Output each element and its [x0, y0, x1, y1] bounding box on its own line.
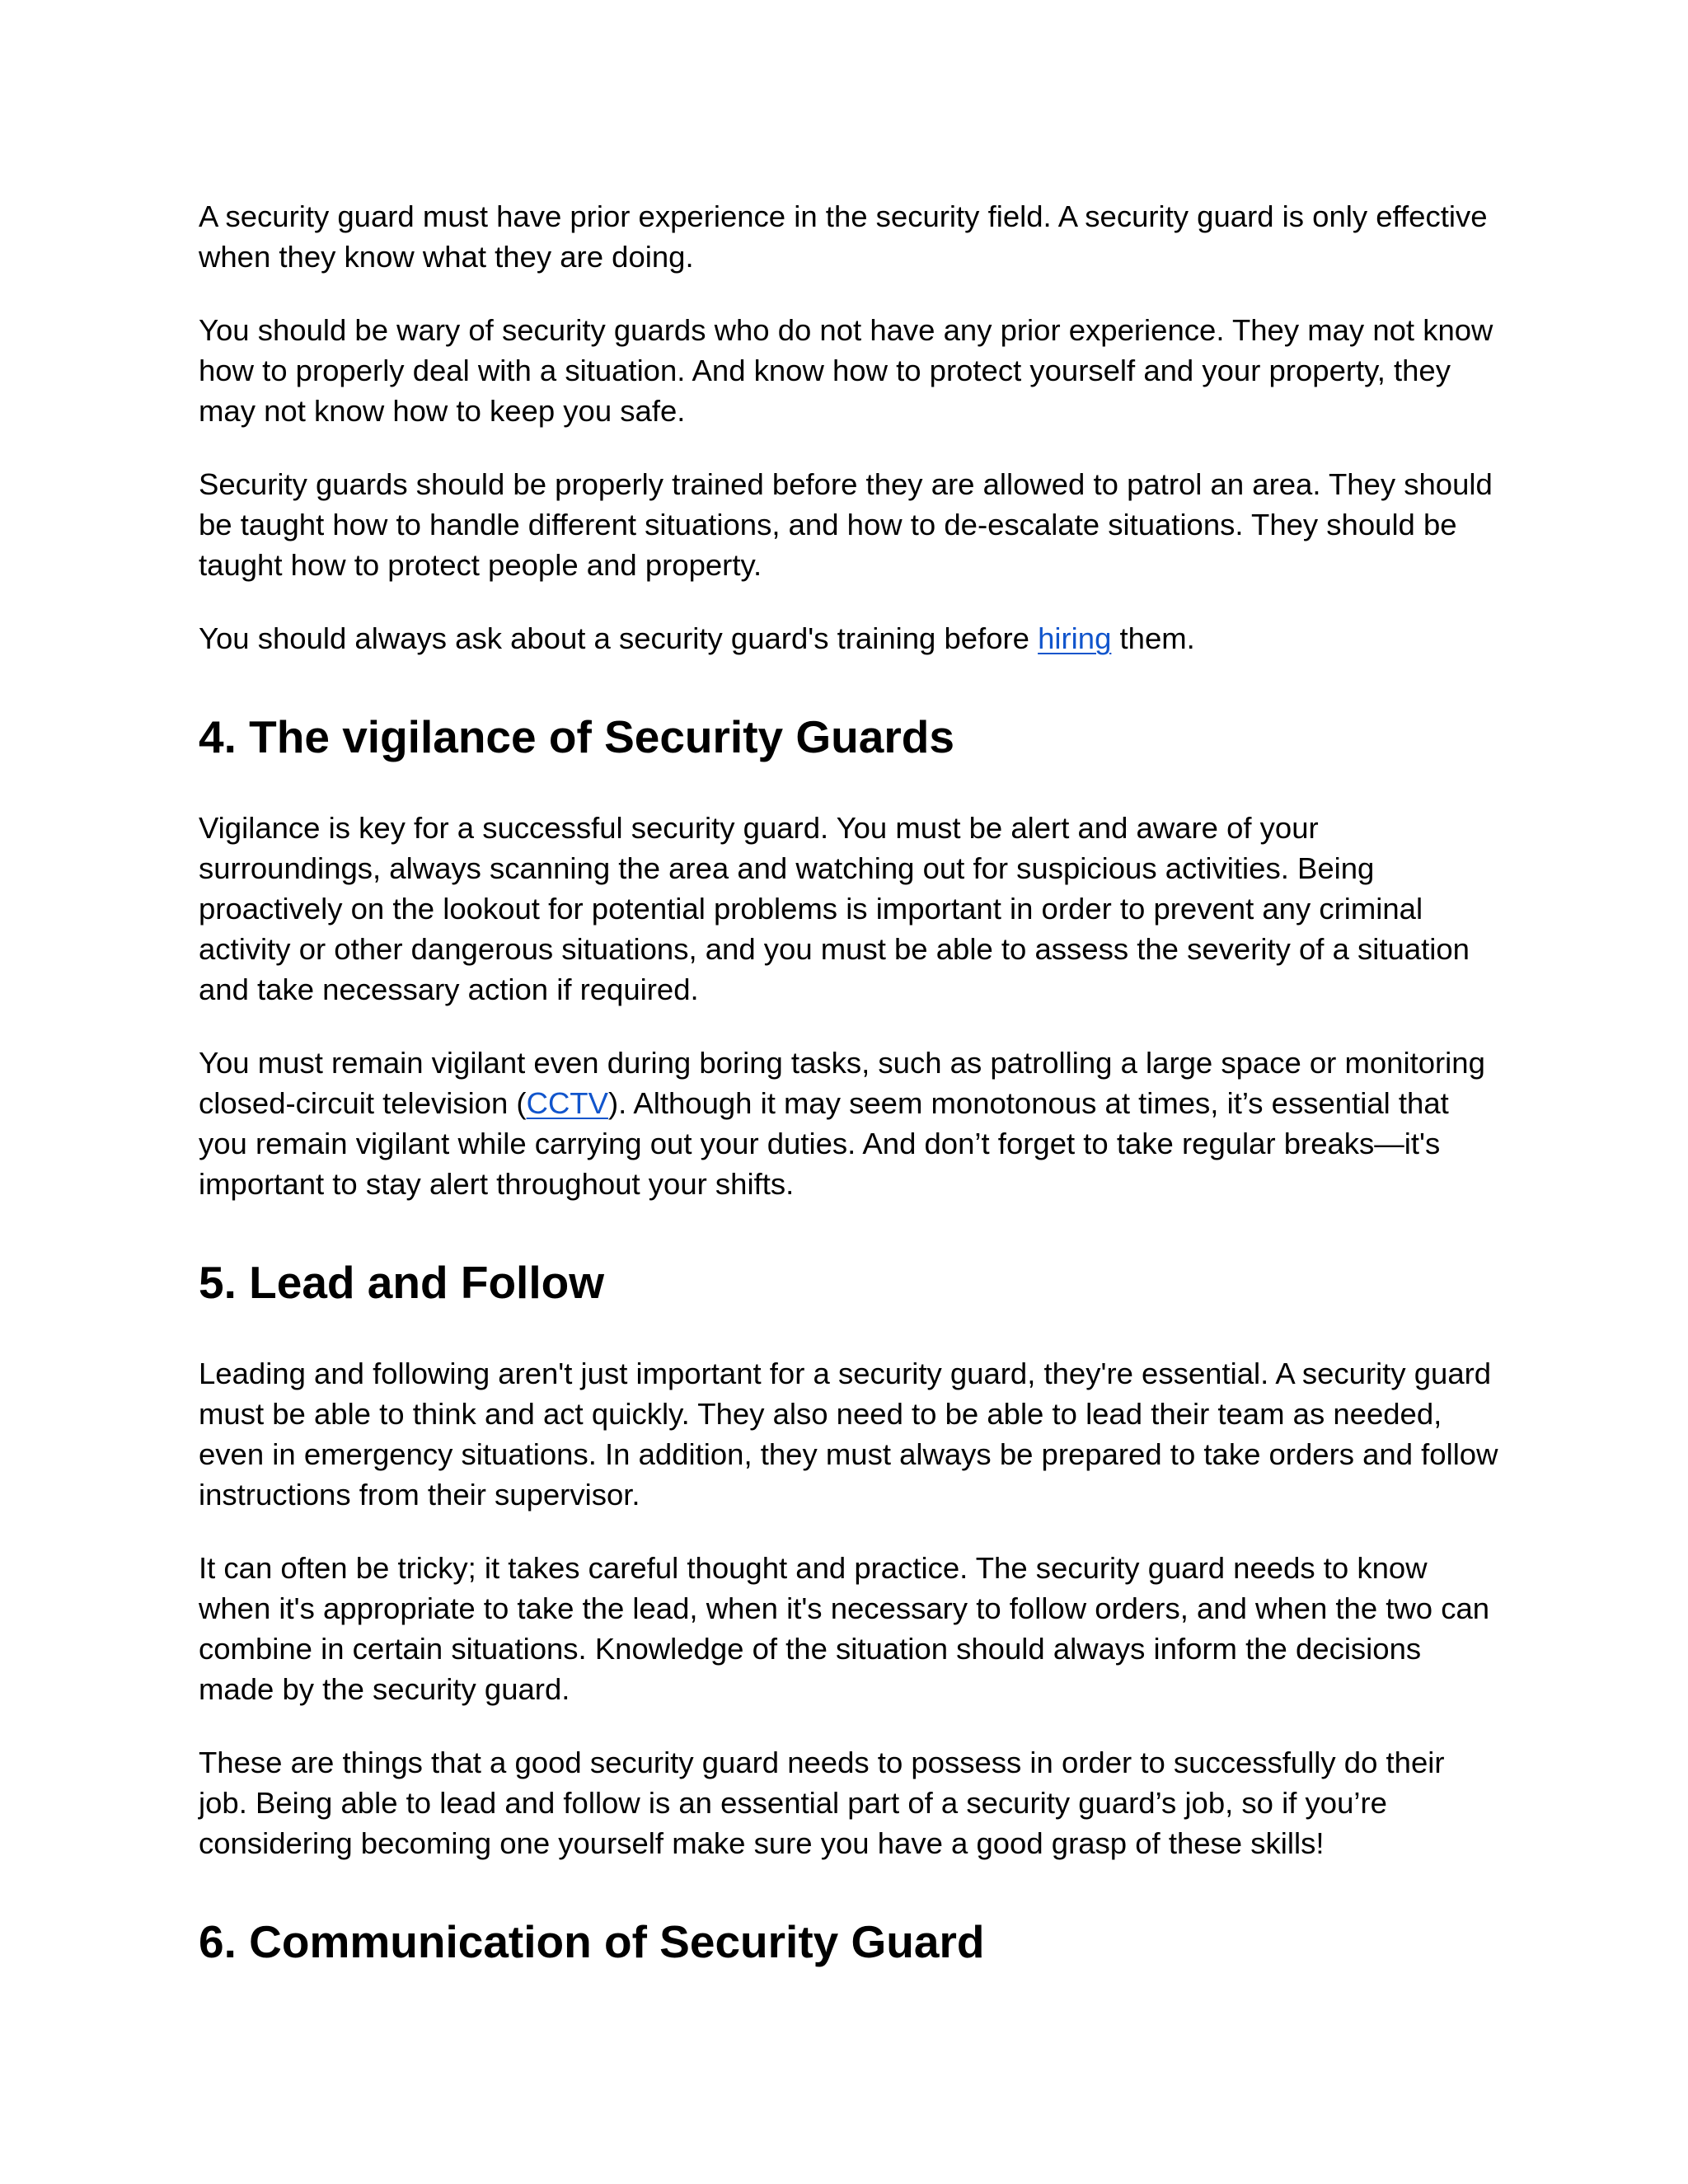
- paragraph-remain-vigilant: [199, 1043, 1501, 1204]
- paragraph-vigilance-key: Vigilance is key for a successful security guard. You must be alert and aware of your surroundings, always scanning the area and watching out for suspicious activities. Being proactively on the lookout for potential problems is important in order to prevent any criminal activity or other dangerous situations, and you must be able to assess the severity of a situation and take necessary action if required.: [199, 811, 1470, 1006]
- document-page: [199, 196, 1501, 2013]
- paragraph-ask-about-training: [199, 618, 1501, 658]
- cctv-link[interactable]: CCTV: [526, 1086, 608, 1120]
- paragraph-text-before-link: You must remain vigilant even during boring tasks, such as patrolling a large space or monitoring closed-circuit television (: [199, 1046, 1485, 1120]
- paragraph-proper-training: Security guards should be properly trained before they are allowed to patrol an area. They should be taught how to handle different situations, and how to de-escalate situations. They should be taught how to protect people and property.: [199, 467, 1493, 582]
- paragraph-text-after-link: them.: [1111, 621, 1195, 655]
- paragraph-prior-experience: A security guard must have prior experience in the security field. A security guard is only effective when they know what they are doing.: [199, 199, 1488, 274]
- paragraph-text-after-link: ). Although it may seem monotonous at times, it’s essential that you remain vigilant while carrying out your duties. And don’t forget to take regular breaks—it's important to stay alert throughout your shifts.: [199, 1086, 1449, 1201]
- paragraph-wary-of-guards: You should be wary of security guards who do not have any prior experience. They may not know how to properly deal with a situation. And know how to protect yourself and your property, they may not know how to keep you safe.: [199, 313, 1493, 428]
- heading-vigilance: 4. The vigilance of Security Guards: [199, 711, 954, 762]
- paragraph-tricky: It can often be tricky; it takes careful thought and practice. The security guard needs to know when it's appropriate to take the lead, when it's necessary to follow orders, and when the two can combine in certain situations. Knowledge of the situation should always inform the decisions made by the security guard.: [199, 1551, 1490, 1706]
- paragraph-leading-following: Leading and following aren't just important for a security guard, they're essential. A security guard must be able to think and act quickly. They also need to be able to lead their team as needed, even in emergency situations. In addition, they must always be prepared to take orders and follow instructions from their supervisor.: [199, 1357, 1498, 1511]
- heading-communication: 6. Communication of Security Guard: [199, 1916, 985, 1967]
- paragraph-text-before-link: You should always ask about a security guard's training before: [199, 621, 1039, 655]
- hiring-link[interactable]: hiring: [1038, 621, 1112, 655]
- heading-lead-and-follow: 5. Lead and Follow: [199, 1257, 604, 1308]
- paragraph-good-guard-skills: These are things that a good security guard needs to possess in order to successfully do their job. Being able to lead and follow is an essential part of a security guard’s job, so if you’re considering becoming one yourself make sure you have a good grasp of these skills!: [199, 1746, 1445, 1860]
